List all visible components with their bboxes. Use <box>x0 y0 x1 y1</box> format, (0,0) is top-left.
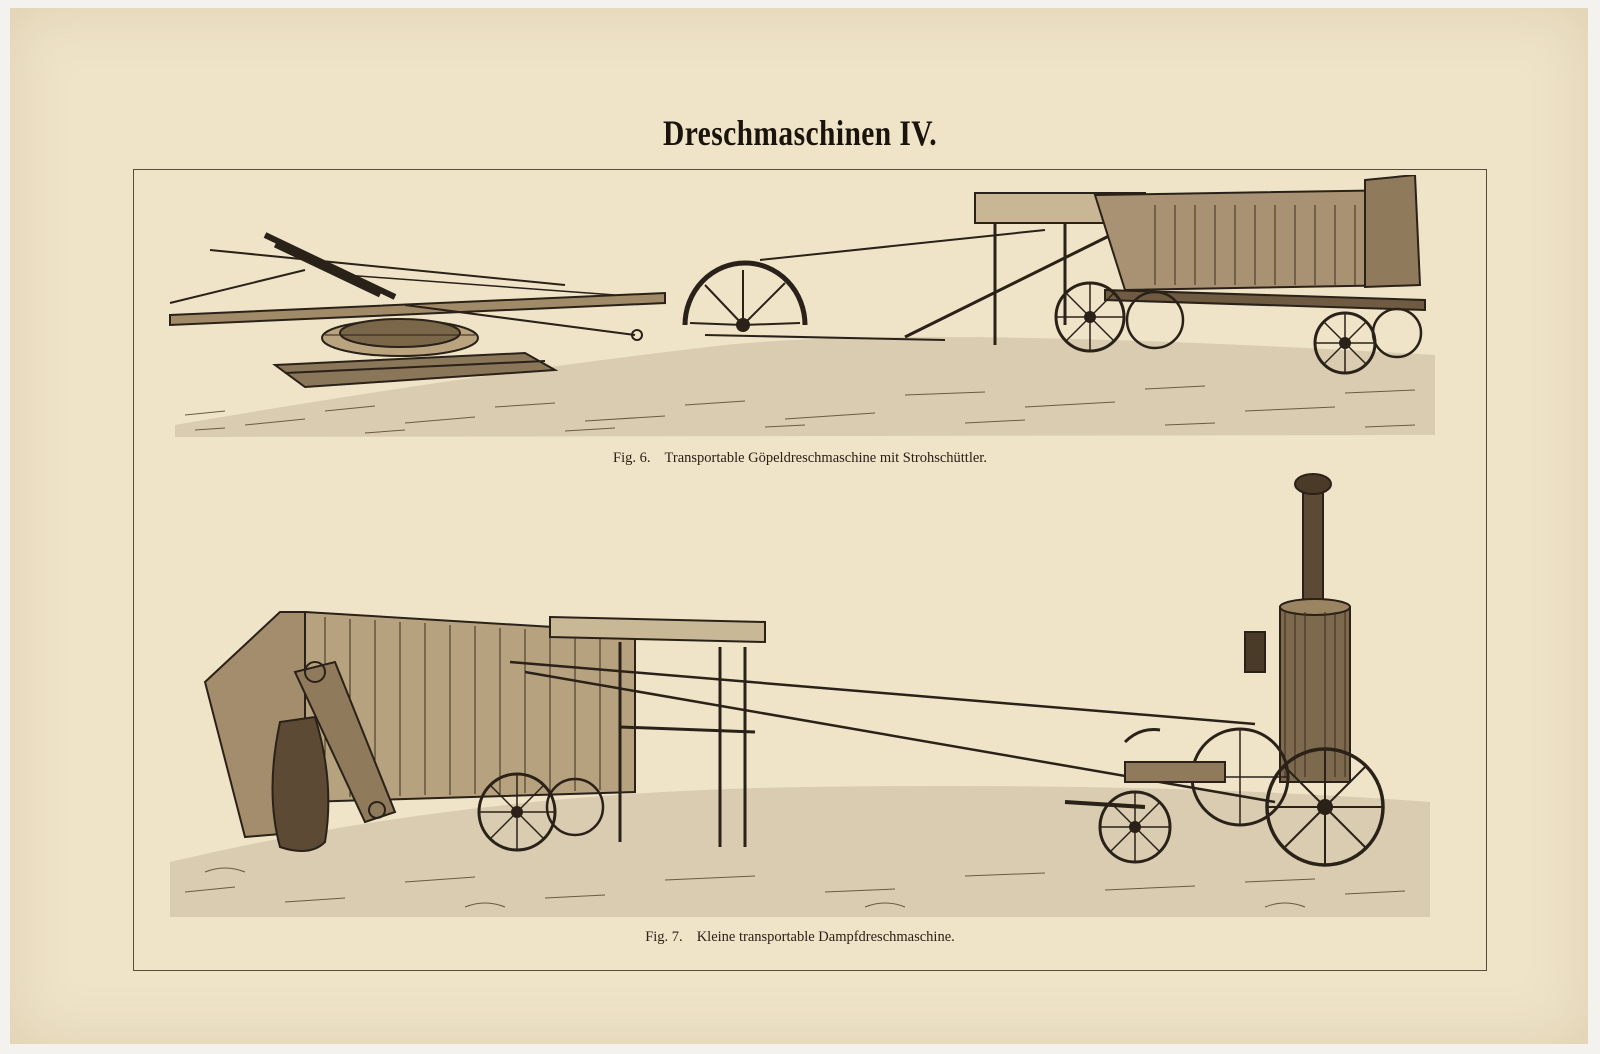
figure-7-caption <box>0 929 1600 946</box>
figure-7-number: Fig. 7. <box>645 929 683 945</box>
figure-7-illustration <box>165 462 1455 924</box>
figure-6-caption-text: Transportable Göpeldreschmaschine mit Strohschüttler. <box>664 450 987 466</box>
figure-6-number: Fig. 6. <box>613 450 651 466</box>
figure-7-caption-text: Kleine transportable Dampfdreschmaschine. <box>696 929 955 945</box>
figure-6-illustration <box>165 175 1455 445</box>
plate-title: Dreschmaschinen IV. <box>662 113 938 153</box>
